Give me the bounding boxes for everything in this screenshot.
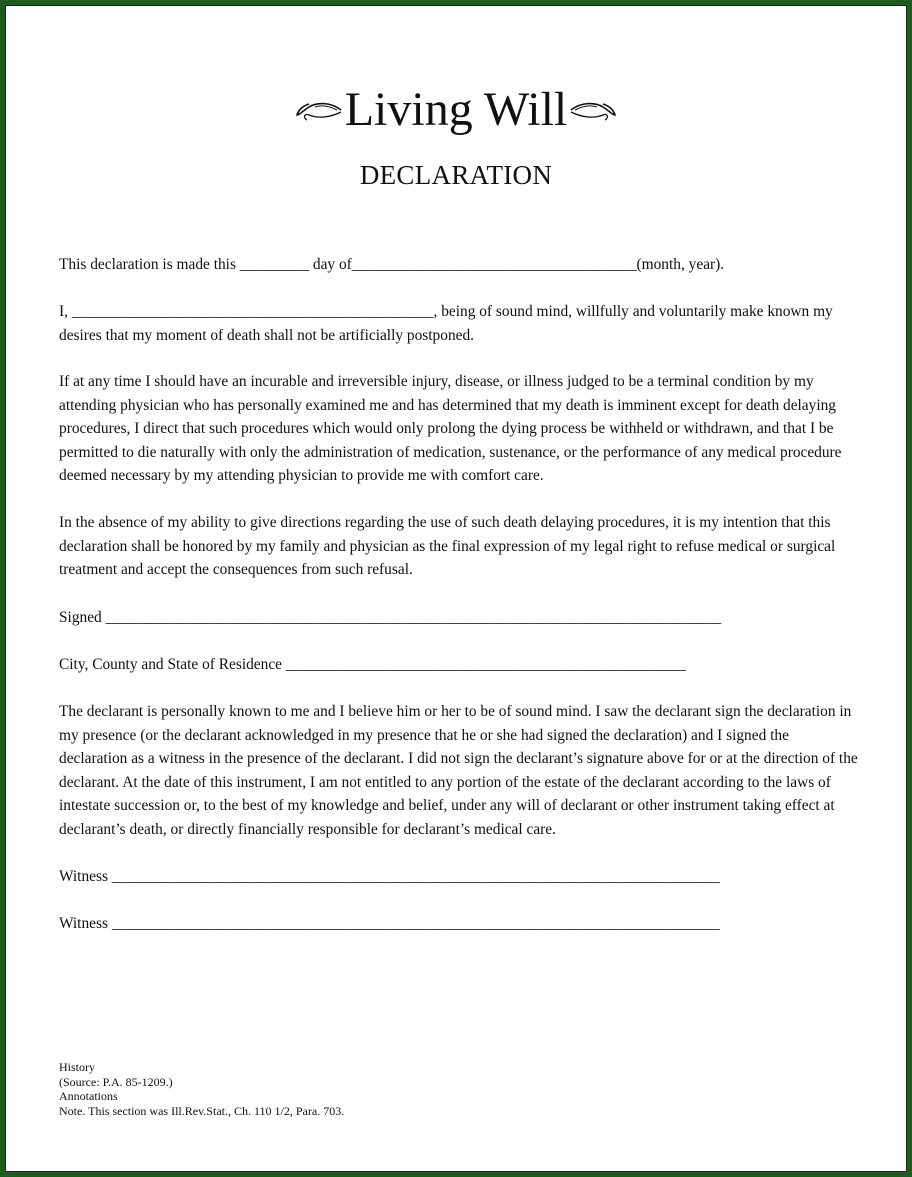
terminal-condition-paragraph: If at any time I should have an incurable and irreversible injury, disease, or illness judged to be a terminal condition by my attending physician who has personally examined me and has determined that my death is imminent except for death delaying procedures, I direct that such procedures which would only prolong the dying process be withheld or withdrawn, and that I be permitted to die naturally with only the administration of medication, sustenance, or the performance of any medical procedure deemed necessary by my attending physician to provide me with comfort care. <box>59 373 842 484</box>
absence-paragraph: In the absence of my ability to give directions regarding the use of such death delaying procedures, it is my intention that this declaration shall be honored by my family and physician as the final expression of my legal right to refuse medical or surgical treatment and accept the consequences from such refusal. <box>59 514 836 578</box>
history-notes <box>59 1060 344 1118</box>
source-note: (Source: P.A. 85-1209.) <box>59 1074 173 1089</box>
right-flourish-icon <box>569 93 617 127</box>
title-block <box>0 80 912 140</box>
document-subtitle: DECLARATION <box>359 160 553 190</box>
residence-line: City, County and State of Residence ____________________________________________________ <box>59 656 686 673</box>
witness-line-2: Witness _______________________________________________________________________________ <box>59 915 720 932</box>
statute-note: Note. This section was Ill.Rev.Stat., Ch. 110 1/2, Para. 703. <box>59 1103 345 1118</box>
witness-line-1: Witness _______________________________________________________________________________ <box>59 868 720 885</box>
signed-line: Signed ________________________________________________________________________________ <box>59 609 722 626</box>
declaration-date-line: This declaration is made this _________ day of_____________________________________(month, year). <box>59 256 725 273</box>
history-label: History <box>59 1060 95 1074</box>
declarant-name-paragraph: I, _______________________________________________, being of sound mind, willfully and voluntarily make known my desires that my moment of death shall not be artificially postponed. <box>59 303 833 344</box>
witness-statement-paragraph: The declarant is personally known to me and I believe him or her to be of sound mind. I saw the declarant sign the declaration in my presence (or the declarant acknowledged in my presence that he or she had signed the declaration) and I signed the declaration as a witness in the presence of the declarant. I did not sign the declarant’s signature above for or at the direction of the declarant. At the date of this instrument, I am not entitled to any portion of the estate of the declarant according to the laws of intestate succession or, to the best of my knowledge and belief, under any will of declarant or other instrument taking effect at declarant’s death, or directly financially responsible for declarant’s medical care. <box>59 703 858 838</box>
document-title: Living Will <box>344 83 568 136</box>
annotations-label: Annotations <box>59 1089 118 1103</box>
left-flourish-icon <box>295 93 343 127</box>
